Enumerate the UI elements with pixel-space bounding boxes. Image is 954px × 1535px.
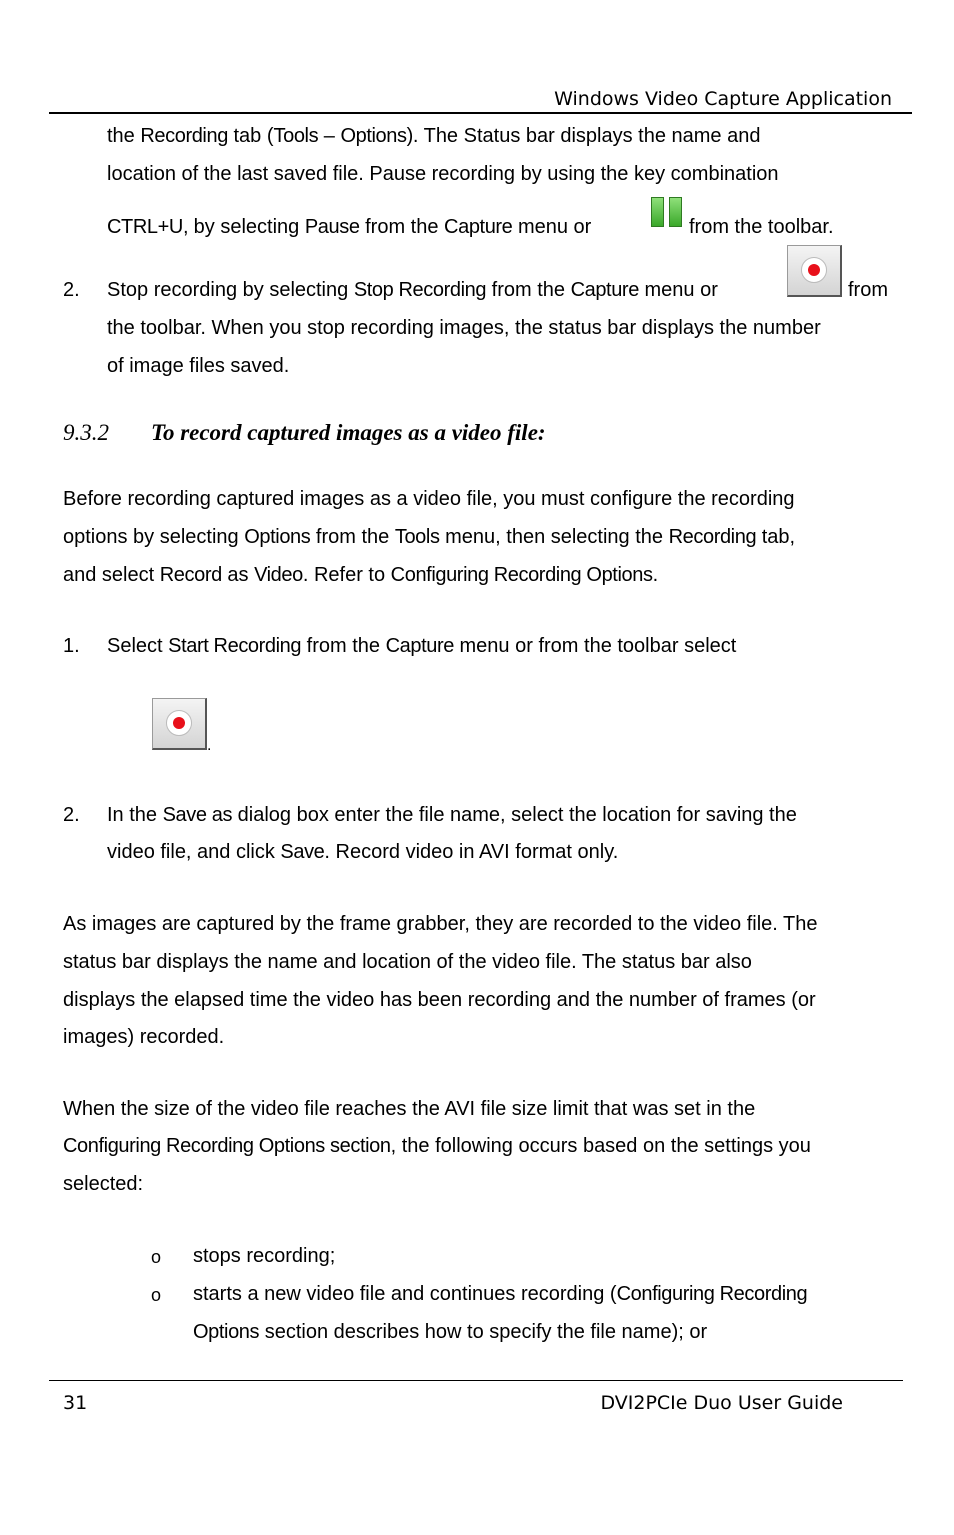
step2a-line-3: of image files saved.	[107, 355, 290, 377]
step2a-line-2: the toolbar. When you stop recording images, the status bar displays the number	[107, 317, 821, 339]
step1-period: .	[207, 737, 212, 754]
page-number: 31	[63, 1392, 88, 1414]
step2b-line-2: video file, and click Save. Record video in AVI format only.	[107, 841, 619, 863]
bullet-marker: o	[151, 1285, 162, 1305]
step2a-line-1-end: from	[848, 279, 888, 301]
record-icon	[152, 698, 207, 750]
step2b-line-1: In the Save as dialog box enter the file name, select the location for saving the	[107, 804, 797, 826]
section-title: To record captured images as a video file:	[151, 420, 546, 445]
bullet-2-line-2: Options section describes how to specify the file name); or	[193, 1321, 708, 1343]
record-icon	[787, 245, 842, 297]
intro-line-2: options by selecting Options from the Tools menu, then selecting the Recording tab,	[63, 526, 796, 548]
header-rule	[49, 112, 912, 114]
para3-line-3: selected:	[63, 1173, 144, 1195]
para3-line-1: When the size of the video file reaches the AVI file size limit that was set in the	[63, 1098, 756, 1120]
para3-line-2: Configuring Recording Options section, the following occurs based on the settings you	[63, 1135, 811, 1157]
para-top-line-3b: from the toolbar.	[689, 216, 834, 238]
bullet-1: stops recording;	[193, 1245, 336, 1267]
para2-line-2: status bar displays the name and location of the video file. The status bar also	[63, 951, 752, 973]
footer-rule	[49, 1380, 903, 1381]
pause-icon	[651, 197, 684, 229]
footer-title: DVI2PCIe Duo User Guide	[600, 1392, 843, 1414]
section-number: 9.3.2	[63, 420, 109, 445]
step-number: 1.	[63, 635, 80, 657]
para2-line-1: As images are captured by the frame grabber, they are recorded to the video file. The	[63, 913, 818, 935]
step-number: 2.	[63, 279, 80, 301]
step2a-line-1: Stop recording by selecting Stop Recording from the Capture menu or	[107, 279, 718, 301]
bullet-marker: o	[151, 1247, 162, 1267]
intro-line-3: and select Record as Video. Refer to Configuring Recording Options.	[63, 564, 659, 586]
step-number: 2.	[63, 804, 80, 826]
para-top-line-1: the Recording tab (Tools – Options). The Status bar displays the name and	[107, 125, 761, 147]
para-top-line-2: location of the last saved file. Pause recording by using the key combination	[107, 163, 779, 185]
para2-line-3: displays the elapsed time the video has been recording and the number of frames (or	[63, 989, 816, 1011]
running-header: Windows Video Capture Application	[554, 88, 892, 110]
bullet-2-line-1: starts a new video file and continues recording (Configuring Recording	[193, 1283, 808, 1305]
intro-line-1: Before recording captured images as a video file, you must configure the recording	[63, 488, 795, 510]
para-top-line-3a: CTRL+U, by selecting Pause from the Capture menu or	[107, 216, 592, 238]
step1-line-1: Select Start Recording from the Capture menu or from the toolbar select	[107, 635, 737, 657]
para2-line-4: images) recorded.	[63, 1026, 225, 1048]
